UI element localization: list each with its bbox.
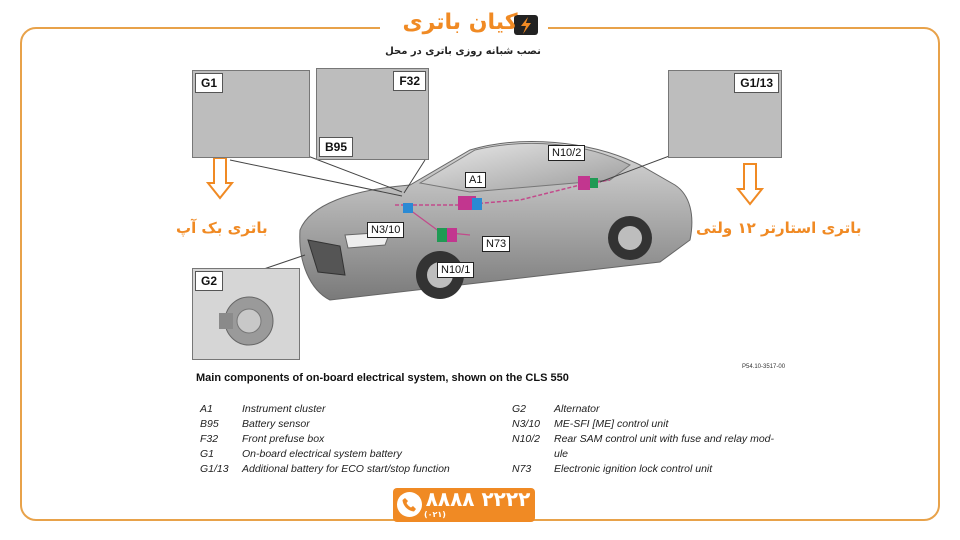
phone-number[interactable]: ۸۸۸۸ ۲۲۲۲ [425,487,531,511]
callout-n10-2: N10/2 [548,145,585,161]
photo-g2 [192,268,300,360]
starter-battery-label: باتری استارتر ۱۲ ولتی [696,219,862,237]
callout-n73: N73 [482,236,510,252]
photo-label-g1: G1 [195,73,223,93]
down-arrow-right-icon [738,164,762,204]
module-b95 [403,203,413,213]
photo-g1-13 [668,70,782,158]
legend-row: N3/10 ME-SFI [ME] control unit [512,418,669,430]
legend-row: ule [554,448,569,460]
callout-n10-1: N10/1 [437,262,474,278]
module-n10-1 [437,228,447,242]
phone-icon [397,492,422,517]
legend-row: B95 Battery sensor [200,418,310,430]
legend-row: G1/13 Additional battery for ECO start/stop function [200,463,450,475]
photo-label-f32: F32 [393,71,426,91]
legend-row: F32 Front prefuse box [200,433,325,445]
photo-label-g1-13: G1/13 [734,73,779,93]
legend-row: G1 On-board electrical system battery [200,448,402,460]
photo-label-g2: G2 [195,271,223,291]
legend-row: A1 Instrument cluster [200,403,326,415]
legend-left [200,402,450,477]
backup-battery-label: باتری بک آپ [176,219,268,237]
alternator-icon [215,291,281,351]
diagram-caption: Main components of on-board electrical system, shown on the CLS 550 [196,372,569,384]
callout-n3-10: N3/10 [367,222,404,238]
module-n73 [472,198,482,210]
brand-name: کیان باتری [402,10,518,35]
legend-row: G2 Alternator [512,403,600,415]
down-arrow-left-icon [208,158,232,198]
photo-f32-b95 [316,68,429,160]
legend-row: N10/2 Rear SAM control unit with fuse and relay mod- [512,433,775,445]
callout-a1: A1 [465,172,486,188]
module-n10-2 [578,176,590,190]
brand-tagline: نصب شبانه روزی باتری در محل [385,46,541,57]
legend-right [512,402,774,477]
figure-reference: P54.10-3517-00 [742,364,786,370]
legend-row: N73 Electronic ignition lock control unit [512,463,713,475]
phone-area-code: (۰۲۱) [424,510,446,519]
photo-g1 [192,70,310,158]
photo-label-b95: B95 [319,137,353,157]
